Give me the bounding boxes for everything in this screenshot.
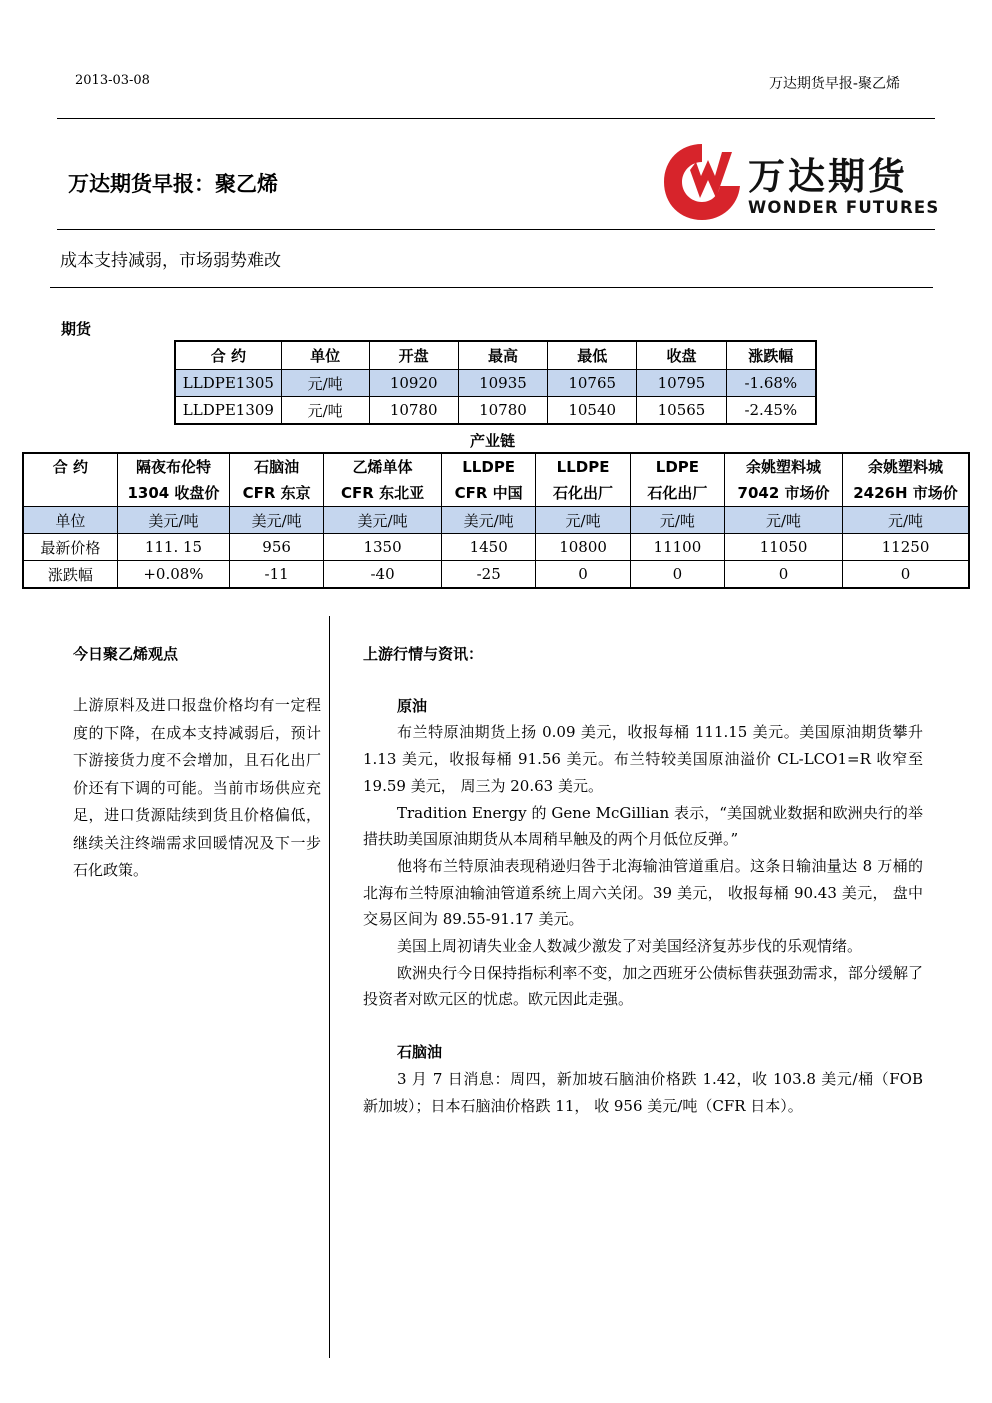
header-line: 石脑油 bbox=[254, 458, 300, 476]
table-cell: 10765 bbox=[548, 370, 637, 397]
table-header-cell: 单位 bbox=[281, 341, 369, 370]
header-line: LDPE bbox=[655, 458, 700, 476]
table-cell: 元/吨 bbox=[536, 507, 630, 534]
table-header-cell: 合 约 bbox=[175, 341, 281, 370]
table-header-cell bbox=[725, 453, 843, 507]
table-cell: LLDPE1305 bbox=[175, 370, 281, 397]
table-cell: 10780 bbox=[369, 397, 458, 425]
upstream-section bbox=[363, 641, 923, 1119]
table-header-cell bbox=[441, 453, 535, 507]
table-header-row bbox=[175, 341, 816, 370]
table-cell: 元/吨 bbox=[281, 370, 369, 397]
table-header-cell bbox=[23, 453, 117, 507]
header-line: 1304 收盘价 bbox=[127, 484, 220, 502]
table-cell: 美元/吨 bbox=[230, 507, 324, 534]
table-cell: 10565 bbox=[637, 397, 726, 425]
table-row bbox=[23, 507, 969, 534]
header-line: CFR 东京 bbox=[242, 484, 311, 502]
crude-paragraph: 欧洲央行今日保持指标利率不变，加之西班牙公债标售获强劲需求，部分缓解了投资者对欧元区的忧虑。欧元因此走强。 bbox=[363, 963, 923, 1009]
table-cell: 10780 bbox=[458, 397, 547, 425]
crude-heading: 原油 bbox=[397, 696, 428, 715]
logo-en-text: WONDER FUTURES bbox=[748, 198, 940, 217]
table-cell: -11 bbox=[230, 561, 324, 589]
table-cell: 10920 bbox=[369, 370, 458, 397]
table-cell: 956 bbox=[230, 534, 324, 561]
table-row bbox=[175, 397, 816, 425]
table-cell: 元/吨 bbox=[281, 397, 369, 425]
crude-paragraph: 他将布兰特原油表现稍逊归咎于北海输油管道重启。这条日输油量达 8 万桶的北海布兰特原油输油管道系统上周六关闭。39 美元， 收报每桶 90.43 美元， 盘中交易区间为 89.55-91.17 美元。 bbox=[363, 856, 923, 929]
naphtha-paragraph: 3 月 7 日消息：周四，新加坡石脑油价格跌 1.42，收 103.8 美元/桶（FOB 新加坡）；日本石脑油价格跌 11， 收 956 美元/吨（CFR 日本）。 bbox=[363, 1069, 923, 1115]
table-cell: 10935 bbox=[458, 370, 547, 397]
header-line: 余姚塑料城 bbox=[868, 458, 944, 476]
page-subtitle: 成本支持减弱，市场弱势难改 bbox=[60, 251, 281, 271]
logo-mark-icon bbox=[660, 140, 744, 224]
table-cell: -40 bbox=[324, 561, 442, 589]
page-title: 万达期货早报：聚乙烯 bbox=[68, 172, 278, 196]
table-cell: 0 bbox=[630, 561, 724, 589]
company-logo bbox=[660, 140, 940, 222]
header-line: 石化出厂 bbox=[647, 484, 708, 502]
crude-paragraph: 布兰特原油期货上扬 0.09 美元，收报每桶 111.15 美元。美国原油期货攀升 1.13 美元，收报每桶 91.56 美元。布兰特较美国原油溢价 CL-LCO1=R 收窄至 19.59 美元， 周三为 20.63 美元。 bbox=[363, 723, 923, 795]
header-line: 隔夜布伦特 bbox=[135, 458, 211, 476]
header-line: CFR 中国 bbox=[454, 484, 523, 502]
table-cell: 元/吨 bbox=[630, 507, 724, 534]
header-line: 2426H 市场价 bbox=[853, 484, 958, 502]
table-cell: 10800 bbox=[536, 534, 630, 561]
table-cell: 美元/吨 bbox=[441, 507, 535, 534]
subtitle-rule bbox=[50, 287, 933, 288]
view-heading bbox=[73, 641, 321, 669]
table-cell: -2.45% bbox=[726, 397, 816, 425]
table-cell: +0.08% bbox=[117, 561, 229, 589]
table-cell: 元/吨 bbox=[843, 507, 969, 534]
table-cell: 11100 bbox=[630, 534, 724, 561]
chain-table bbox=[22, 452, 970, 589]
table-header-cell: 最高 bbox=[458, 341, 547, 370]
report-date: 2013-03-08 bbox=[75, 73, 150, 88]
view-body: 上游原料及进口报盘价格均有一定程度的下降，在成本支持减弱后，预计下游接货力度不会增加，且石化出厂价还有下调的可能。当前市场供应充足，进口货源陆续到货且价格偏低，继续关注终端需求回暖情况及下一步石化政策。 bbox=[73, 696, 321, 879]
table-cell: 1350 bbox=[324, 534, 442, 561]
table-cell: 涨跌幅 bbox=[23, 561, 117, 589]
header-line: 7042 市场价 bbox=[737, 484, 830, 502]
table-cell: LLDPE1309 bbox=[175, 397, 281, 425]
table-cell: 0 bbox=[725, 561, 843, 589]
column-divider bbox=[329, 616, 330, 1358]
table-header-row bbox=[23, 453, 969, 507]
header-line: 乙烯单体 bbox=[352, 458, 413, 476]
header-line: CFR 东北亚 bbox=[341, 484, 425, 502]
naphtha-heading: 石脑油 bbox=[397, 1043, 443, 1062]
header-rule bbox=[57, 118, 935, 119]
header-line: LLDPE bbox=[556, 458, 610, 476]
table-cell: 美元/吨 bbox=[117, 507, 229, 534]
logo-cn-text: 万达期货 bbox=[748, 155, 908, 198]
crude-paragraph: Tradition Energy 的 Gene McGillian 表示，“美国就业数据和欧洲央行的举措扶助美国原油期货从本周稍早触及的两个月低位反弹。” bbox=[363, 803, 923, 849]
header-line: LLDPE bbox=[462, 458, 516, 476]
table-cell: 单位 bbox=[23, 507, 117, 534]
futures-label: 期货 bbox=[61, 320, 92, 338]
table-cell: 111. 15 bbox=[117, 534, 229, 561]
table-header-cell bbox=[117, 453, 229, 507]
header-title: 万达期货早报-聚乙烯 bbox=[768, 76, 900, 92]
upstream-heading: 上游行情与资讯： bbox=[363, 645, 484, 663]
header-line: 石化出厂 bbox=[553, 484, 614, 502]
chain-label: 产业链 bbox=[470, 432, 516, 450]
table-cell: 10795 bbox=[637, 370, 726, 397]
table-header-cell: 收盘 bbox=[637, 341, 726, 370]
table-cell: -25 bbox=[441, 561, 535, 589]
header-line: 合 约 bbox=[52, 458, 89, 476]
table-cell: 美元/吨 bbox=[324, 507, 442, 534]
table-cell: 1450 bbox=[441, 534, 535, 561]
table-cell: 0 bbox=[536, 561, 630, 589]
futures-table bbox=[174, 340, 817, 425]
table-row bbox=[23, 534, 969, 561]
table-header-cell bbox=[630, 453, 724, 507]
table-cell: 元/吨 bbox=[725, 507, 843, 534]
table-cell: -1.68% bbox=[726, 370, 816, 397]
view-heading-text: 今日聚乙烯观点 bbox=[73, 645, 179, 663]
table-row bbox=[23, 561, 969, 589]
title-rule bbox=[57, 229, 935, 230]
table-header-cell: 最低 bbox=[548, 341, 637, 370]
table-cell: 0 bbox=[843, 561, 969, 589]
table-header-cell: 开盘 bbox=[369, 341, 458, 370]
table-cell: 最新价格 bbox=[23, 534, 117, 561]
table-header-cell bbox=[230, 453, 324, 507]
table-header-cell: 涨跌幅 bbox=[726, 341, 816, 370]
table-header-cell bbox=[324, 453, 442, 507]
table-cell: 10540 bbox=[548, 397, 637, 425]
table-row bbox=[175, 370, 816, 397]
table-header-cell bbox=[536, 453, 630, 507]
table-header-cell bbox=[843, 453, 969, 507]
table-cell: 11050 bbox=[725, 534, 843, 561]
table-cell: 11250 bbox=[843, 534, 969, 561]
crude-paragraph: 美国上周初请失业金人数减少激发了对美国经济复苏步伐的乐观情绪。 bbox=[397, 937, 863, 956]
header-line: 余姚塑料城 bbox=[746, 458, 822, 476]
